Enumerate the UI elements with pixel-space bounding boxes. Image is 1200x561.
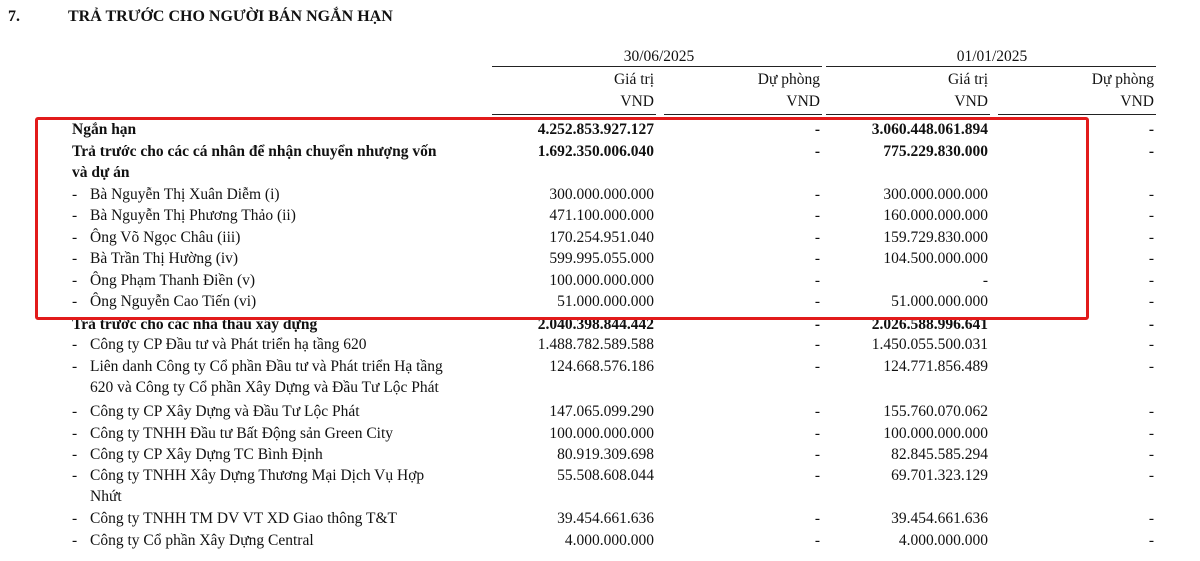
value-2025: 2.040.398.844.442	[537, 316, 654, 333]
provision-2025: -	[814, 425, 820, 442]
value-2025: 471.100.000.000	[549, 207, 654, 224]
row-label-line2: và dự án	[72, 164, 130, 181]
value-2024: 51.000.000.000	[891, 293, 988, 310]
provision-2025: -	[814, 207, 820, 224]
provision-2024: -	[1148, 510, 1154, 527]
provision-2024: -	[1148, 358, 1154, 375]
provision-2025: -	[814, 403, 820, 420]
value-2025: 599.995.055.000	[549, 250, 654, 267]
row-label: Công ty Cổ phần Xây Dựng Central	[90, 532, 314, 549]
provision-2024: -	[1148, 186, 1154, 203]
provision-2025: -	[814, 121, 820, 138]
value-2025: 100.000.000.000	[549, 272, 654, 289]
value-2025: 4.252.853.927.127	[537, 121, 654, 138]
bullet-dash: -	[72, 446, 78, 463]
bullet-dash: -	[72, 186, 78, 203]
unit2-header: VND	[954, 93, 988, 110]
row-label-line1: Trả trước cho các cá nhân để nhận chuyển nhượng vốn	[72, 143, 437, 160]
row-label: Ông Nguyễn Cao Tiến (vi)	[90, 293, 257, 310]
provision-2024: -	[1148, 293, 1154, 310]
provision-2024: -	[1148, 467, 1154, 484]
unit1b-header: VND	[786, 93, 820, 110]
provision-2025: -	[814, 510, 820, 527]
provision-2024: -	[1148, 316, 1154, 333]
table-row	[0, 530, 1200, 552]
row-label-line2: Nhứt	[90, 488, 122, 505]
row-label: Ngắn hạn	[72, 121, 137, 138]
row-label-line2: 620 và Công ty Cổ phần Xây Dựng và Đầu Tư Lộc Phát	[90, 379, 439, 396]
table-row	[0, 444, 1200, 466]
unit2b-header: VND	[1120, 93, 1154, 110]
provision-2025: -	[814, 293, 820, 310]
value2-header: Giá trị	[947, 71, 988, 88]
value-2024: -	[982, 272, 988, 289]
provision-2024: -	[1148, 229, 1154, 246]
value-2025: 300.000.000.000	[549, 186, 654, 203]
value-2024: 775.229.830.000	[883, 143, 988, 160]
row-label: Ông Võ Ngọc Châu (iii)	[90, 229, 241, 246]
value-2024: 104.500.000.000	[883, 250, 988, 267]
provision2-header: Dự phòng	[1091, 71, 1154, 88]
value-2025: 1.692.350.006.040	[537, 143, 654, 160]
value-2024: 155.760.070.062	[883, 403, 988, 420]
provision-2025: -	[814, 336, 820, 353]
row-label-line1: Liên danh Công ty Cổ phần Đầu tư và Phát triển Hạ tầng	[90, 358, 443, 375]
row-label: Công ty TNHH Đầu tư Bất Động sản Green City	[90, 425, 394, 442]
provision-2024: -	[1148, 121, 1154, 138]
period2-rule	[826, 66, 1156, 67]
table-row	[0, 508, 1200, 530]
provision1-header: Dự phòng	[757, 71, 820, 88]
value-2024: 82.845.585.294	[891, 446, 988, 463]
value-2024: 4.000.000.000	[898, 532, 988, 549]
value-2024: 39.454.661.636	[891, 510, 988, 527]
value-2024: 124.771.856.489	[883, 358, 988, 375]
value-2024: 3.060.448.061.894	[871, 121, 988, 138]
provision-2025: -	[814, 446, 820, 463]
table-row	[0, 423, 1200, 445]
bullet-dash: -	[72, 293, 78, 310]
unit1-header: VND	[620, 93, 654, 110]
row-label: Công ty CP Xây Dựng và Đầu Tư Lộc Phát	[90, 403, 360, 420]
row-label: Bà Nguyễn Thị Xuân Diễm (i)	[90, 186, 280, 203]
value-2025: 39.454.661.636	[557, 510, 654, 527]
period2-header: 01/01/2025	[956, 48, 1028, 65]
value-2024: 1.450.055.500.031	[871, 336, 988, 353]
value-2025: 100.000.000.000	[549, 425, 654, 442]
row-label: Trả trước cho các nhà thầu xây dựng	[72, 316, 318, 333]
provision2-rule	[998, 114, 1156, 115]
provision-2025: -	[814, 229, 820, 246]
bullet-dash: -	[72, 207, 78, 224]
value-2025: 51.000.000.000	[557, 293, 654, 310]
table-row	[0, 334, 1200, 356]
value2-rule	[826, 114, 990, 115]
provision-2024: -	[1148, 532, 1154, 549]
value-2025: 4.000.000.000	[564, 532, 654, 549]
bullet-dash: -	[72, 358, 78, 375]
value-2025: 80.919.309.698	[557, 446, 654, 463]
value-2024: 159.729.830.000	[883, 229, 988, 246]
provision-2025: -	[814, 358, 820, 375]
provision-2025: -	[814, 186, 820, 203]
value-2025: 124.668.576.186	[549, 358, 654, 375]
period1-rule	[492, 66, 822, 67]
bullet-dash: -	[72, 272, 78, 289]
bullet-dash: -	[72, 336, 78, 353]
table-row	[0, 465, 1200, 507]
bullet-dash: -	[72, 403, 78, 420]
period1-header: 30/06/2025	[623, 48, 695, 65]
table-row	[0, 356, 1200, 398]
row-label-line1: Công ty TNHH Xây Dựng Thương Mại Dịch Vụ Hợp	[90, 467, 425, 484]
bullet-dash: -	[72, 467, 78, 484]
bullet-dash: -	[72, 250, 78, 267]
provision-2024: -	[1148, 272, 1154, 289]
provision-2024: -	[1148, 207, 1154, 224]
provision-2025: -	[814, 272, 820, 289]
provision-2024: -	[1148, 336, 1154, 353]
value-2024: 2.026.588.996.641	[871, 316, 988, 333]
row-label: Ông Phạm Thanh Điền (v)	[90, 272, 256, 289]
value-2025: 147.065.099.290	[549, 403, 654, 420]
row-label: Bà Trần Thị Hường (iv)	[90, 250, 239, 267]
provision-2025: -	[814, 316, 820, 333]
bullet-dash: -	[72, 425, 78, 442]
value1-header: Giá trị	[613, 71, 654, 88]
provision1-rule	[664, 114, 822, 115]
provision-2025: -	[814, 250, 820, 267]
bullet-dash: -	[72, 510, 78, 527]
value-2024: 160.000.000.000	[883, 207, 988, 224]
row-label: Bà Nguyễn Thị Phương Thảo (ii)	[90, 207, 296, 224]
table-row	[0, 401, 1200, 423]
value-2024: 100.000.000.000	[883, 425, 988, 442]
value-2025: 170.254.951.040	[549, 229, 654, 246]
section-number: 7.	[8, 8, 20, 25]
section-title: TRẢ TRƯỚC CHO NGƯỜI BÁN NGẮN HẠN	[68, 8, 393, 25]
bullet-dash: -	[72, 229, 78, 246]
row-label: Công ty TNHH TM DV VT XD Giao thông T&T	[90, 510, 398, 527]
value-2024: 69.701.323.129	[891, 467, 988, 484]
bullet-dash: -	[72, 532, 78, 549]
value-2025: 55.508.608.044	[557, 467, 654, 484]
highlight-box	[35, 117, 1089, 320]
provision-2025: -	[814, 467, 820, 484]
value1-rule	[492, 114, 656, 115]
provision-2024: -	[1148, 446, 1154, 463]
row-label: Công ty CP Xây Dựng TC Bình Định	[90, 446, 323, 463]
provision-2025: -	[814, 143, 820, 160]
value-2024: 300.000.000.000	[883, 186, 988, 203]
provision-2024: -	[1148, 403, 1154, 420]
provision-2024: -	[1148, 425, 1154, 442]
value-2025: 1.488.782.589.588	[537, 336, 654, 353]
row-label: Công ty CP Đầu tư và Phát triển hạ tầng 620	[90, 336, 367, 353]
provision-2024: -	[1148, 143, 1154, 160]
provision-2025: -	[814, 532, 820, 549]
provision-2024: -	[1148, 250, 1154, 267]
